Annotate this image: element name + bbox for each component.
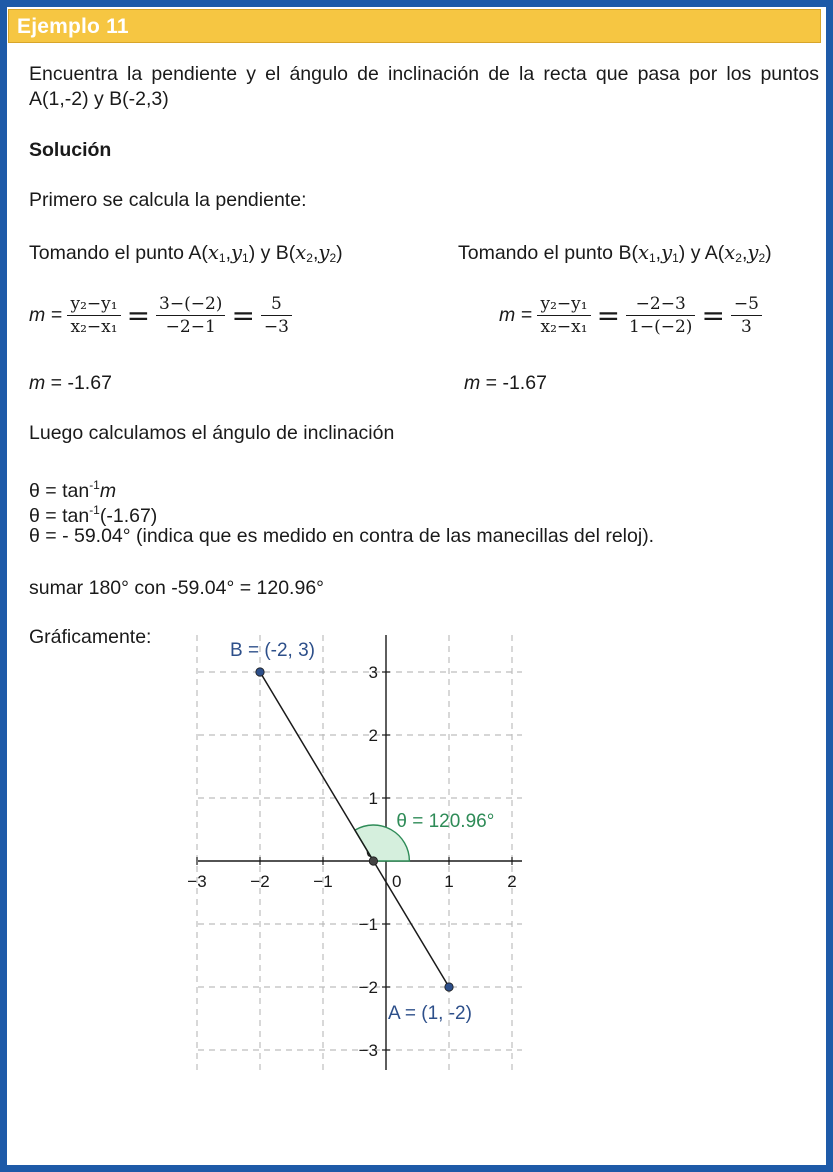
comma: , <box>655 242 662 264</box>
point-label-a: A = (1, -2) <box>388 1003 472 1024</box>
right-frac-2 <box>626 293 695 338</box>
left-heading-end: ) <box>336 242 343 264</box>
sym-y1: y <box>661 241 673 264</box>
example-title: Ejemplo 11 <box>17 15 129 38</box>
sub-2: 2 <box>329 251 337 265</box>
frac-numerator: 3−(−2) <box>159 294 223 314</box>
problem-statement: Encuentra la pendiente y el ángulo de inclinación de la recta que pasa por los puntos A(1,-2) y B(-2,3) <box>29 63 819 110</box>
comma: , <box>312 242 319 264</box>
data-point <box>445 983 453 991</box>
solution-label: Solución <box>29 139 112 161</box>
point-label-b: B = (-2, 3) <box>230 640 315 661</box>
result-value: = -1.67 <box>45 372 112 394</box>
equals-sign: = <box>596 299 621 332</box>
angle-label: θ = 120.96° <box>396 811 495 832</box>
comma: , <box>225 242 231 264</box>
left-frac-2 <box>156 293 225 338</box>
sym-x1: x <box>637 241 649 264</box>
theta-arg: m <box>99 480 117 502</box>
left-slope-result <box>29 371 112 395</box>
theta-arg: (-1.67) <box>99 505 158 527</box>
frac-numerator: −2−3 <box>635 294 686 314</box>
right-heading-end: ) <box>765 242 772 264</box>
equals-sign: = <box>701 299 725 332</box>
left-frac-1 <box>67 293 120 338</box>
result-var: m <box>464 372 481 394</box>
equals-sign: = <box>126 299 151 332</box>
frac-denominator: 3 <box>731 315 762 338</box>
sub-2: 2 <box>306 251 313 265</box>
theta-line-3: θ = - 59.04° (indica que es medido en contra de las manecillas del reloj). <box>29 525 655 547</box>
sub-2: 2 <box>735 251 742 265</box>
sub-1: 1 <box>242 251 249 265</box>
x-tick-label: 0 <box>392 872 402 891</box>
left-m-lead: m = <box>29 304 63 326</box>
right-heading <box>458 241 772 270</box>
frac-denominator: x₂−x₁ <box>537 315 590 338</box>
step1-text: Primero se calcula la pendiente: <box>29 189 307 211</box>
sym-x2: x <box>295 241 307 264</box>
y-tick-label: 3 <box>368 663 378 682</box>
right-heading-mid: ) y A( <box>678 242 725 264</box>
frac-denominator: x₂−x₁ <box>67 315 120 338</box>
sym-x2: x <box>724 241 736 264</box>
inverse-sup: -1 <box>89 503 100 517</box>
frac-numerator: y₂−y₁ <box>70 294 118 314</box>
result-value: = -1.67 <box>480 372 547 394</box>
sub-2: 2 <box>758 251 766 265</box>
right-frac-1 <box>537 293 590 338</box>
x-tick-label: −1 <box>313 872 333 891</box>
left-heading-mid: ) y B( <box>248 242 296 264</box>
coordinate-plot <box>180 615 540 1075</box>
sub-1: 1 <box>218 251 226 265</box>
right-heading-start: Tomando el punto B( <box>458 242 638 264</box>
example-header <box>8 9 821 43</box>
graph-label: Gráficamente: <box>29 626 152 648</box>
data-point <box>369 857 377 865</box>
frac-denominator: 1−(−2) <box>626 315 695 338</box>
y-tick-label: −2 <box>358 978 378 997</box>
inverse-sup: -1 <box>89 478 100 492</box>
x-tick-label: 2 <box>507 872 517 891</box>
sym-x1: x <box>207 241 219 264</box>
sub-1: 1 <box>648 251 656 265</box>
result-var: m <box>29 372 46 394</box>
sum-line: sumar 180° con -59.04° = 120.96° <box>29 577 324 599</box>
frac-numerator: y₂−y₁ <box>540 294 588 314</box>
equals-sign: = <box>231 299 255 332</box>
right-m-lead: m = <box>499 304 533 326</box>
sym-y2: y <box>747 241 759 264</box>
left-heading <box>29 241 343 270</box>
frac-numerator: 5 <box>271 294 282 314</box>
y-tick-label: −3 <box>358 1041 378 1060</box>
y-tick-label: −1 <box>358 915 378 934</box>
step2-text: Luego calculamos el ángulo de inclinación <box>29 422 395 444</box>
x-tick-label: −3 <box>187 872 207 891</box>
right-frac-3 <box>731 293 762 338</box>
right-slope-result <box>464 371 547 395</box>
sym-y2: y <box>318 241 330 264</box>
frac-numerator: −5 <box>733 294 759 314</box>
frac-denominator: −2−1 <box>156 315 225 338</box>
left-heading-start: Tomando el punto A( <box>29 242 208 264</box>
left-frac-3 <box>261 293 292 338</box>
right-slope-equation <box>499 293 762 338</box>
sub-1: 1 <box>672 251 679 265</box>
data-point <box>256 668 264 676</box>
y-tick-label: 1 <box>368 789 378 808</box>
theta-tan: θ = tan <box>29 480 90 502</box>
y-tick-label: 2 <box>368 726 378 745</box>
x-tick-label: −2 <box>250 872 270 891</box>
frac-denominator: −3 <box>261 315 292 338</box>
left-slope-equation <box>29 293 292 338</box>
x-tick-label: 1 <box>444 872 454 891</box>
comma: , <box>741 242 748 264</box>
theta-tan: θ = tan <box>29 505 90 527</box>
sym-y1: y <box>230 241 243 264</box>
